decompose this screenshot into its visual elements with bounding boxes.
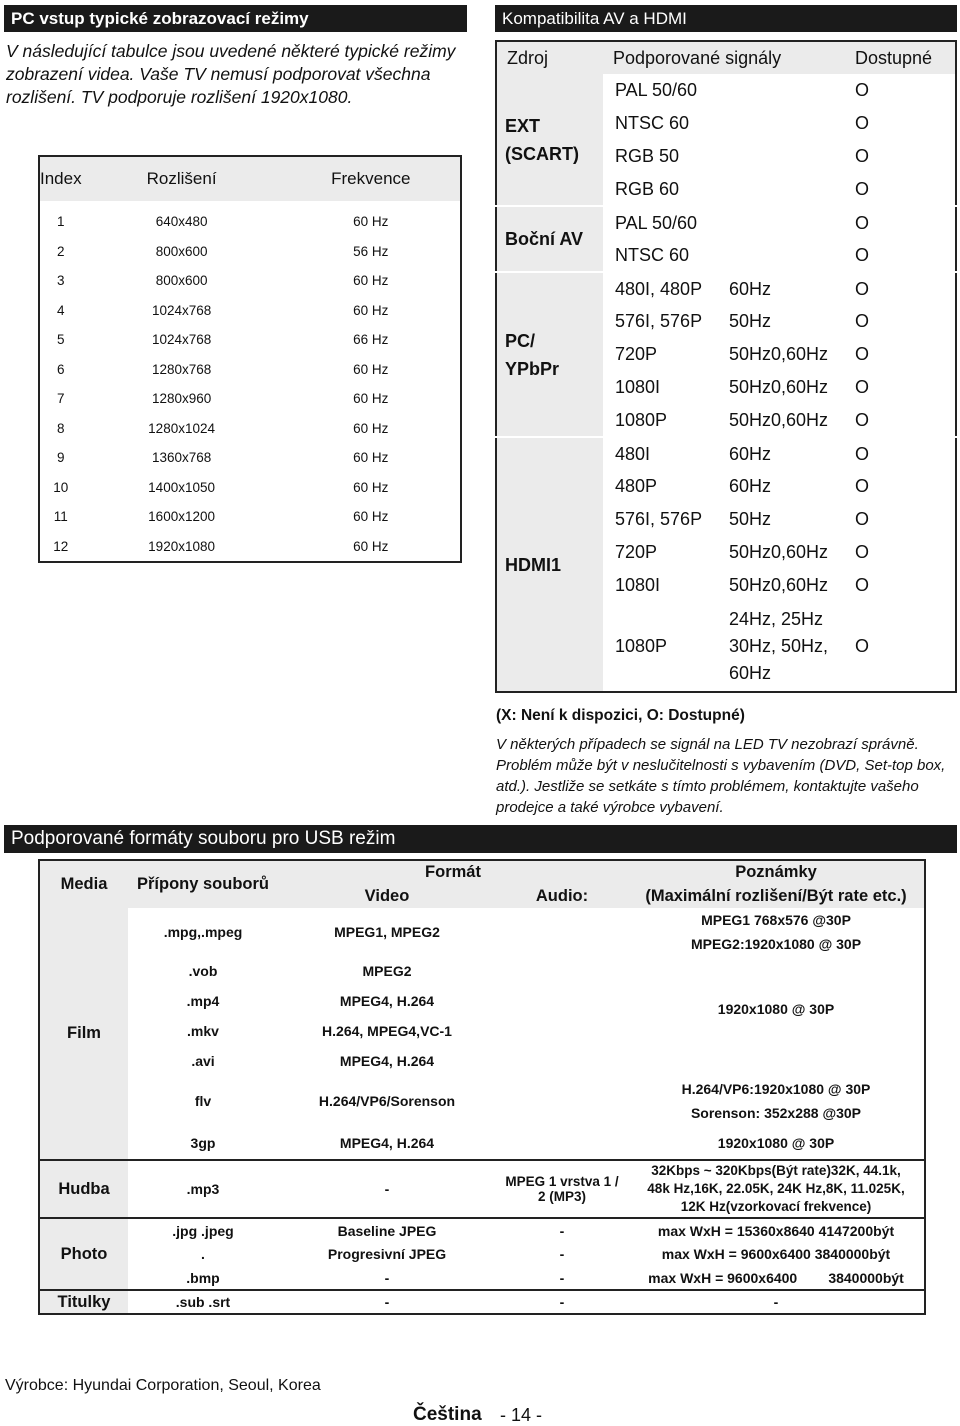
pc-cell-index: 6 <box>57 361 65 377</box>
usb-video-cell: - <box>384 1294 390 1310</box>
av-source-cell: EXT (SCART) <box>496 74 603 206</box>
pc-cell-index: 4 <box>57 302 65 318</box>
av-available-cell: O <box>855 278 870 299</box>
usb-audio-cell: - <box>559 1269 565 1286</box>
pc-header-frequency: Frekvence <box>282 156 461 201</box>
pc-cell-index: 12 <box>53 538 69 554</box>
pc-table-row <box>39 473 461 503</box>
av-signal-cell: 576I, 576P <box>615 509 703 529</box>
av-header-signals: Podporované signály <box>603 41 845 74</box>
usb-audio-cell <box>496 908 628 1160</box>
usb-ext-cell: .avi <box>191 1053 215 1069</box>
usb-note-cell <box>628 956 925 986</box>
av-available-cell: O <box>855 409 870 430</box>
av-signal-cell: 720P <box>615 542 658 562</box>
pc-table-row <box>39 325 461 355</box>
usb-header-ext: Přípony souborů <box>128 860 278 908</box>
pc-table-row <box>39 502 461 532</box>
av-frequency-cell: 50Hz0,60Hz <box>729 542 829 562</box>
usb-video-cell: MPEG2 <box>362 963 412 979</box>
usb-note-cell: 32Kbps ~ 320Kbps(Být rate)32K, 44.1k, 48k Hz,16K, 22.05K, 24K Hz,8K, 11.025K, 12K Hz(vzorkovací frekvence) <box>647 1163 905 1214</box>
av-available-cell: O <box>855 244 870 265</box>
av-table-row <box>496 272 956 305</box>
av-signal-cell: 480I, 480P <box>615 278 703 299</box>
pc-cell-resolution: 1600x1200 <box>148 509 215 525</box>
av-frequency-cell: 24Hz, 25Hz 30Hz, 50Hz, 60Hz <box>729 609 829 683</box>
pc-modes-table <box>38 155 462 563</box>
pc-cell-resolution: 1024x768 <box>151 332 212 348</box>
av-available-cell: O <box>855 146 870 166</box>
usb-video-cell: - <box>384 1181 390 1197</box>
pc-cell-frequency: 60 Hz <box>353 302 389 318</box>
usb-note-cell: max WxH = 9600x6400 3840000být <box>661 1246 891 1262</box>
usb-header-media: Media <box>39 860 128 908</box>
usb-note-cell: 1920x1080 @ 30P <box>717 1001 835 1017</box>
av-table-row <box>496 74 956 107</box>
av-available-cell: O <box>855 636 870 656</box>
av-frequency-cell: 50Hz <box>729 509 772 529</box>
pc-cell-index: 8 <box>57 420 65 436</box>
pc-cell-index: 10 <box>53 479 69 495</box>
av-source-cell: PC/ YPbPr <box>496 272 603 437</box>
footer-page-number: - 14 - <box>500 1405 543 1425</box>
pc-cell-frequency: 66 Hz <box>353 332 389 348</box>
av-available-cell: O <box>855 443 870 464</box>
av-header-source: Zdroj <box>496 41 603 74</box>
usb-video-cell: Progresivní JPEG <box>327 1246 447 1262</box>
pc-cell-resolution: 640x480 <box>155 214 208 230</box>
usb-video-cell: MPEG1, MPEG2 <box>334 924 440 940</box>
pc-cell-resolution: 1360x768 <box>151 450 212 466</box>
pc-cell-frequency: 60 Hz <box>353 479 389 495</box>
av-signal-cell: PAL 50/60 <box>615 80 698 100</box>
usb-video-cell: Baseline JPEG <box>337 1222 437 1239</box>
pc-table-row <box>39 443 461 473</box>
pc-cell-index: 2 <box>57 243 65 259</box>
usb-ext-cell: .mp4 <box>186 993 220 1009</box>
pc-cell-frequency: 60 Hz <box>353 391 389 407</box>
pc-cell-resolution: 800x600 <box>155 243 208 259</box>
usb-note-cell: - <box>773 1294 779 1310</box>
pc-cell-frequency: 60 Hz <box>353 361 389 377</box>
pc-cell-frequency: 60 Hz <box>353 420 389 436</box>
pc-cell-index: 3 <box>57 273 65 289</box>
av-source-cell: Boční AV <box>496 206 603 272</box>
av-signal-cell: 576I, 576P <box>615 311 703 331</box>
pc-table-row <box>39 237 461 267</box>
av-available-cell: O <box>855 377 870 397</box>
usb-note-cell: MPEG1 768x576 @30P MPEG2:1920x1080 @ 30P <box>690 912 862 952</box>
pc-cell-index: 9 <box>57 450 65 466</box>
usb-media-titulky: Titulky <box>39 1290 128 1314</box>
usb-ext-cell: 3gp <box>190 1134 216 1151</box>
usb-video-cell: H.264, MPEG4,VC-1 <box>322 1023 452 1039</box>
av-note: V některých případech se signál na LED TV nezobrazí správně. Problém může být v neslučitelnosti s vybavením (DVD, Set-top box, atd.). Jestliže se setkáte s tímto problémem, kontaktujte vašeho prodejce a také výrobce vybavení. <box>496 736 946 816</box>
pc-table-row <box>39 355 461 385</box>
av-available-cell: O <box>855 344 870 364</box>
usb-ext-cell: .mpg,.mpeg <box>163 924 243 940</box>
pc-cell-resolution: 800x600 <box>155 273 208 289</box>
av-available-cell: O <box>855 178 870 199</box>
av-signal-cell: RGB 60 <box>615 178 680 199</box>
pc-cell-frequency: 60 Hz <box>353 450 389 466</box>
usb-audio-cell: - <box>559 1222 565 1239</box>
av-frequency-cell: 60Hz <box>729 443 772 464</box>
pc-cell-resolution: 1280x960 <box>151 391 212 407</box>
usb-header-notes: Poznámky <box>628 860 925 884</box>
pc-header-index: Index <box>39 156 82 201</box>
pc-cell-resolution: 1280x768 <box>151 361 212 377</box>
usb-note-cell: 1920x1080 @ 30P <box>717 1134 835 1151</box>
pc-table-row <box>39 296 461 326</box>
pc-cell-resolution: 1280x1024 <box>148 420 215 436</box>
pc-cell-index: 7 <box>57 391 65 407</box>
pc-cell-frequency: 60 Hz <box>353 273 389 289</box>
usb-video-cell: MPEG4, H.264 <box>339 1134 435 1151</box>
pc-section-title: PC vstup typické zobrazovací režimy <box>4 5 467 32</box>
av-available-cell: O <box>855 476 870 496</box>
pc-table-row <box>39 532 461 563</box>
av-signal-cell: 480I <box>615 443 651 464</box>
usb-video-cell: MPEG4, H.264 <box>339 1053 435 1069</box>
usb-audio-cell: - <box>559 1294 565 1310</box>
usb-note-cell: max WxH = 15360x8640 4147200být <box>657 1222 895 1239</box>
av-frequency-cell: 50Hz0,60Hz <box>729 377 829 397</box>
usb-video-cell: MPEG4, H.264 <box>339 993 435 1009</box>
usb-ext-cell: flv <box>194 1093 212 1109</box>
av-available-cell: O <box>855 80 870 100</box>
av-frequency-cell: 50Hz <box>729 311 772 331</box>
pc-cell-frequency: 56 Hz <box>353 243 389 259</box>
pc-cell-frequency: 60 Hz <box>353 214 389 230</box>
av-signal-cell: NTSC 60 <box>615 244 690 265</box>
av-signal-cell: PAL 50/60 <box>615 212 698 233</box>
pc-cell-frequency: 60 Hz <box>353 509 389 525</box>
usb-ext-cell: .sub .srt <box>175 1294 231 1310</box>
usb-header-audio: Audio: <box>496 884 628 908</box>
pc-cell-index: 1 <box>57 214 65 230</box>
pc-cell-resolution: 1024x768 <box>151 302 212 318</box>
pc-intro-text: V následující tabulce jsou uvedené některé typické režimy zobrazení videa. Vaše TV nemusí podporovat všechna rozlišení. TV podporuje rozlišení 1920x1080. <box>6 41 456 107</box>
pc-table-row <box>39 384 461 414</box>
av-source-cell: HDMI1 <box>496 437 603 692</box>
usb-header-video: Video <box>278 884 496 908</box>
pc-cell-resolution: 1920x1080 <box>148 538 215 554</box>
av-frequency-cell: 50Hz0,60Hz <box>729 575 829 595</box>
av-signal-cell: RGB 50 <box>615 146 680 166</box>
usb-header-format: Formát <box>278 860 628 884</box>
usb-ext-cell: .vob <box>188 963 218 979</box>
av-available-cell: O <box>855 212 870 233</box>
av-signal-cell: 1080I <box>615 575 661 595</box>
av-legend: (X: Není k dispozici, O: Dostupné) <box>496 707 745 724</box>
av-signal-cell: 480P <box>615 476 658 496</box>
av-frequency-cell: 50Hz0,60Hz <box>729 409 829 430</box>
av-header-available: Dostupné <box>845 41 956 74</box>
av-available-cell: O <box>855 575 870 595</box>
av-available-cell: O <box>855 311 870 331</box>
av-table-row <box>496 437 956 470</box>
av-available-cell: O <box>855 542 870 562</box>
usb-section-title: Podporované formáty souboru pro USB režim <box>4 825 957 853</box>
usb-ext-cell: .bmp <box>186 1269 220 1286</box>
footer-language: Čeština <box>413 1404 482 1425</box>
av-frequency-cell: 60Hz <box>729 278 772 299</box>
usb-audio-cell: MPEG 1 vrstva 1 / 2 (MP3) <box>505 1174 619 1204</box>
usb-formats-table <box>38 859 926 1315</box>
av-section-title: Kompatibilita AV a HDMI <box>495 5 957 32</box>
usb-note-cell: max WxH = 9600x6400 3840000být <box>648 1269 904 1286</box>
av-signal-cell: 720P <box>615 344 658 364</box>
usb-ext-cell: .jpg .jpeg <box>172 1222 234 1239</box>
usb-media-hudba: Hudba <box>39 1160 128 1218</box>
av-frequency-cell: 60Hz <box>729 476 772 496</box>
pc-table-row <box>39 414 461 444</box>
pc-cell-resolution: 1400x1050 <box>148 479 215 495</box>
usb-media-film: Film <box>39 908 128 1160</box>
av-signal-cell: NTSC 60 <box>615 113 690 133</box>
av-signal-cell: 1080P <box>615 636 668 656</box>
pc-table-row <box>39 201 461 237</box>
usb-video-cell: - <box>384 1269 390 1286</box>
pc-cell-index: 5 <box>57 332 65 348</box>
av-frequency-cell: 50Hz0,60Hz <box>729 344 829 364</box>
usb-ext-cell: .mkv <box>187 1023 219 1039</box>
usb-header-notes-sub: (Maximální rozlišení/Být rate etc.) <box>628 884 925 908</box>
usb-video-cell: H.264/VP6/Sorenson <box>318 1093 456 1109</box>
av-signal-cell: 1080P <box>615 409 668 430</box>
av-table-row <box>496 206 956 239</box>
av-signal-cell: 1080I <box>615 377 661 397</box>
pc-header-resolution: Rozlišení <box>82 156 282 201</box>
av-available-cell: O <box>855 113 870 133</box>
av-hdmi-table <box>495 40 957 693</box>
pc-cell-index: 11 <box>53 509 68 525</box>
pc-cell-frequency: 60 Hz <box>353 538 389 554</box>
usb-audio-cell: - <box>559 1246 565 1262</box>
footer-manufacturer: Výrobce: Hyundai Corporation, Seoul, Korea <box>5 1377 321 1394</box>
usb-ext-cell: .mp3 <box>186 1181 220 1197</box>
av-available-cell: O <box>855 509 870 529</box>
usb-media-photo: Photo <box>39 1218 128 1290</box>
pc-table-row <box>39 266 461 296</box>
usb-ext-cell: . <box>201 1246 205 1262</box>
usb-note-cell: H.264/VP6:1920x1080 @ 30P Sorenson: 352x288 @30P <box>681 1081 871 1121</box>
